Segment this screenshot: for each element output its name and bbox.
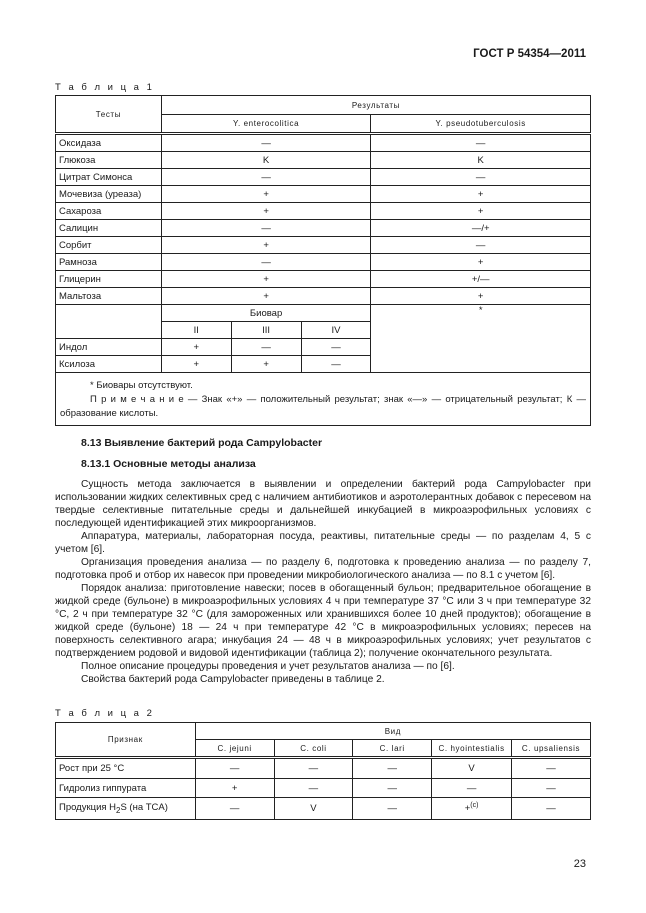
paragraph: Организация проведения анализа — по разделу 6, подготовка к проведению анализа — по разделу 7, подготовка проб и отбор их навесок при проведении микробиологического анализа — по 8.1 с учетом [6]. xyxy=(55,557,591,581)
table2-row-label xyxy=(56,798,196,820)
label-part: Продукция H xyxy=(59,802,117,814)
table2-cell: — xyxy=(512,758,591,779)
section-body xyxy=(55,478,591,686)
table2-cell: + xyxy=(195,779,274,798)
table1-cell-y1: + xyxy=(161,237,371,254)
subsection-heading: 8.13.1 Основные методы анализа xyxy=(81,458,256,470)
biovar-row-label: Индол xyxy=(56,339,162,356)
paragraph: Аппаратура, материалы, лабораторная посуда, реактивы, питательные среды — по разделам 4, 5 с учетом [6]. xyxy=(55,531,591,555)
biovar-cell: — xyxy=(231,339,301,356)
table2-header-kind: Вид xyxy=(195,723,590,740)
table1-row-label: Рамноза xyxy=(56,254,162,271)
biovar-col-3: III xyxy=(231,322,301,339)
table1-cell-y1: + xyxy=(161,271,371,288)
table1-caption: Т а б л и ц а 1 xyxy=(55,82,155,93)
biovar-cell: + xyxy=(231,356,301,373)
table1-cell-y2: + xyxy=(371,254,591,271)
table2-cell: — xyxy=(512,779,591,798)
table1-cell-y2: —/+ xyxy=(371,220,591,237)
page-number: 23 xyxy=(573,858,586,870)
table1-header-results: Результаты xyxy=(161,96,590,115)
biovar-footnote-mark: * xyxy=(371,305,591,373)
table2-cell: — xyxy=(195,798,274,820)
table1-cell-y1: — xyxy=(161,169,371,186)
paragraph: Полное описание процедуры проведения и учет результатов анализа — по [6]. xyxy=(81,661,455,672)
species-header: C. upsaliensis xyxy=(512,740,591,758)
table1-notes xyxy=(56,373,591,426)
species-header: C. hyointestialis xyxy=(432,740,512,758)
biovar-cell: — xyxy=(301,339,371,356)
species-header: C. lari xyxy=(353,740,432,758)
table1-note: П р и м е ч а н и е — Знак «+» — положительный результат; знак «—» — отрицательный результат; К — образование кислоты. xyxy=(60,394,586,419)
paragraph: Сущность метода заключается в выявлении и определении бактерий рода Campylobacter при использовании жидких селективных сред с наличием антибиотиков и аэротолерантных добавок с пересевом на твердые селективные питательные среды и дальнейшей инкубацией в микроаэрофильных условиях с последующей идентификацией этих микроорганизмов. xyxy=(55,479,591,529)
table2-cell: — xyxy=(353,779,432,798)
table1-row-label: Сахароза xyxy=(56,203,162,220)
table1-header-y2: Y. pseudotuberculosis xyxy=(371,115,591,134)
table1-cell-y2: — xyxy=(371,237,591,254)
table1-cell-y2: + xyxy=(371,288,591,305)
table1-row xyxy=(56,254,591,271)
table1-cell-y2: +/— xyxy=(371,271,591,288)
paragraph: Свойства бактерий рода Campylobacter приведены в таблице 2. xyxy=(81,674,385,685)
table1-cell-y2: + xyxy=(371,186,591,203)
biovar-cell: + xyxy=(161,356,231,373)
table1-cell-y1: — xyxy=(161,254,371,271)
table2-cell: — xyxy=(432,779,512,798)
table1 xyxy=(55,95,591,426)
table2-cell: — xyxy=(353,798,432,820)
table2-cell: — xyxy=(512,798,591,820)
table1-cell-y2: — xyxy=(371,169,591,186)
table1-header-tests: Тесты xyxy=(56,96,162,134)
table1-cell-y2: — xyxy=(371,134,591,152)
label-part: S (на TCA) xyxy=(120,802,168,814)
table2-cell: — xyxy=(195,758,274,779)
table1-row-label: Цитрат Симонса xyxy=(56,169,162,186)
table1-row xyxy=(56,169,591,186)
table1-row xyxy=(56,288,591,305)
table1-cell-y1: K xyxy=(161,152,371,169)
table1-row-label: Салицин xyxy=(56,220,162,237)
table1-row-label: Глюкоза xyxy=(56,152,162,169)
table1-row-label: Глицерин xyxy=(56,271,162,288)
table1-header-y1: Y. enterocolitica xyxy=(161,115,371,134)
table1-row xyxy=(56,237,591,254)
table1-cell-y1: + xyxy=(161,203,371,220)
table1-row xyxy=(56,220,591,237)
table1-row xyxy=(56,186,591,203)
table2-cell: — xyxy=(274,758,353,779)
cell-value: + xyxy=(464,803,471,815)
species-header: C. jejuni xyxy=(195,740,274,758)
table2-cell: — xyxy=(274,779,353,798)
table1-cell-y1: + xyxy=(161,288,371,305)
table1-cell-y1: — xyxy=(161,220,371,237)
biovar-cell: + xyxy=(161,339,231,356)
biovar-col-2: II xyxy=(161,322,231,339)
table2-cell: V xyxy=(274,798,353,820)
table2-cell: — xyxy=(353,758,432,779)
table2-header-sign: Признак xyxy=(56,723,196,758)
table2-row-label: Гидролиз гиппурата xyxy=(56,779,196,798)
table1-row-label: Оксидаза xyxy=(56,134,162,152)
table1-row xyxy=(56,134,591,152)
table1-cell-y1: — xyxy=(161,134,371,152)
table1-row-label: Мальтоза xyxy=(56,288,162,305)
species-header: C. coli xyxy=(274,740,353,758)
biovar-col-4: IV xyxy=(301,322,371,339)
label-subscript: 2 xyxy=(116,805,121,815)
table1-row-label: Сорбит xyxy=(56,237,162,254)
table1-row-label: Мочевиза (уреаза) xyxy=(56,186,162,203)
table2-row-label: Рост при 25 °С xyxy=(56,758,196,779)
table1-cell-y2: + xyxy=(371,203,591,220)
table1-cell-y2: K xyxy=(371,152,591,169)
biovar-cell: — xyxy=(301,356,371,373)
biovar-label: Биовар xyxy=(161,305,371,322)
section-heading: 8.13 Выявление бактерий рода Campylobacter xyxy=(81,437,323,449)
table1-row xyxy=(56,152,591,169)
table2-cell xyxy=(432,798,512,820)
table2-caption: Т а б л и ц а 2 xyxy=(55,708,155,719)
table1-cell-y1: + xyxy=(161,186,371,203)
table2 xyxy=(55,722,591,820)
table1-footnote: * Биовары отсутствуют. xyxy=(90,380,193,391)
biovar-row-label: Ксилоза xyxy=(56,356,162,373)
document-header: ГОСТ Р 54354—2011 xyxy=(473,48,586,60)
table1-row xyxy=(56,271,591,288)
paragraph: Порядок анализа: приготовление навески; посев в обогащенный бульон; предварительное обогащение в жидкой среде (бульоне) в микроаэрофильных условиях 4 ч при температуре 37 °С или 3 ч при температуре 32 °С, 2 ч при температуре 32 °С (для замороженных или хранившихся более 10 дней продуктов); обогащение в жидкой среде (бульоне) 18 — 24 ч при температуре 42 °С в микроаэрофильных условиях; пересев на поверхность селективного агара; инкубация 24 — 48 ч в микроаэрофильных условиях; учет результатов с подтверждением родовой и видовой идентификации (таблица 2); получение окончательного результата. xyxy=(55,583,591,659)
cell-superscript: (с) xyxy=(470,802,479,810)
table2-cell: V xyxy=(432,758,512,779)
table1-row xyxy=(56,203,591,220)
